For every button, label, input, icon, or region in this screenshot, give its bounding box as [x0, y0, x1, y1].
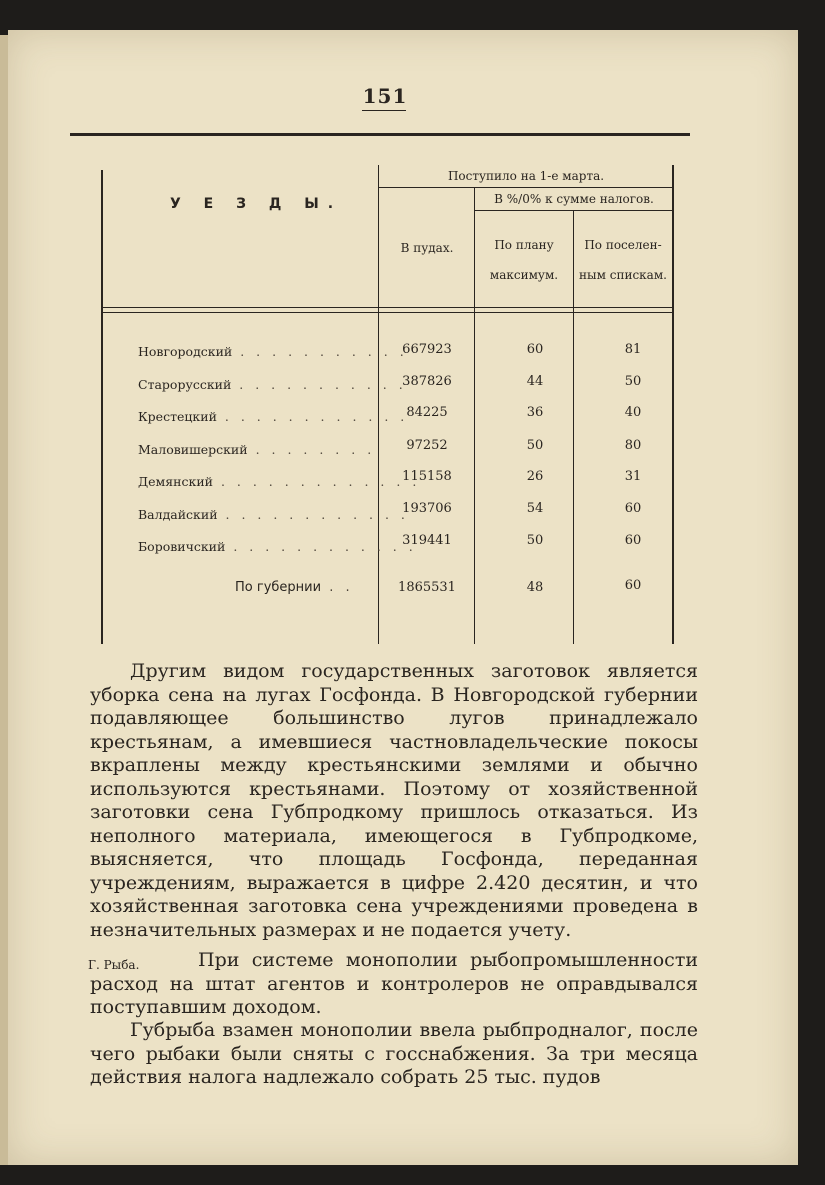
total-plan-value: 48: [526, 580, 544, 595]
leader-dots: . .: [321, 580, 354, 595]
header-lists-1: По поселен-: [584, 238, 662, 252]
district-name: Старорусский: [138, 377, 232, 392]
table-left-border: [101, 170, 103, 644]
lists-value: 40: [624, 405, 642, 420]
header-percent: В %/0% к сумме налогов.: [494, 192, 654, 206]
lists-value: 81: [624, 342, 642, 357]
lists-value: 50: [624, 374, 642, 389]
plan-value: 26: [526, 469, 544, 484]
header-bottom-rule-1: [101, 307, 673, 308]
plan-value: 50: [526, 533, 544, 548]
header-plan-1: По плану: [494, 238, 554, 252]
table-divider-poods: [378, 165, 379, 644]
plan-value: 44: [526, 374, 544, 389]
poods-value: 387826: [402, 374, 452, 389]
leader-dots: . . . . . . . .: [247, 442, 376, 457]
paragraph-fish-tax: Губрыба взамен монополии ввела рыбпродналог, после чего рыбаки были сняты с госснабжения. За три месяца действия налога надлежало собрать 25 тыс. пудов: [90, 1019, 698, 1088]
district-name: Новгородский: [138, 344, 233, 359]
district-name: Маловишерский: [138, 442, 248, 457]
leader-dots: . . . . . . . . . . . .: [225, 539, 417, 554]
page-number-rule: [362, 110, 406, 111]
header-lists-2: ным спискам.: [579, 268, 667, 282]
leader-dots: . . . . . . . . . . .: [231, 377, 407, 392]
table-divider-plan: [474, 188, 475, 644]
header-districts: У Е З Д Ы.: [170, 196, 343, 212]
lists-value: 31: [624, 469, 642, 484]
lists-value: 80: [624, 438, 642, 453]
district-name: Демянский: [138, 474, 213, 489]
table-top-rule: [70, 133, 690, 136]
district-name: Боровичский: [138, 539, 226, 554]
plan-value: 50: [526, 438, 544, 453]
paragraph-hay-procurement: Другим видом государственных заготовок является уборка сена на лугах Госфонда. В Новгородской губернии подавляющее большинство лугов принадлежало крестьянам, а имевшиеся частновладельческие покосы вкраплены между крестьянскими землями и обычно используются крестьянами. Поэтому от хозяйственной заготовки сена Губпродкому пришлось отказаться. Из неполного материала, имеющегося в Губпродкоме, выясняется, что площадь Госфонда, переданная учреждениям, выражается в цифре 2.420 десятин, и что хозяйственная заготовка сена учреждениями проведена в незначительных размерах и не подается учету.: [90, 660, 698, 941]
leader-dots: . . . . . . . . . . .: [232, 344, 408, 359]
header-poods: В пудах.: [400, 241, 454, 255]
plan-value: 60: [526, 342, 544, 357]
poods-value: 193706: [402, 501, 452, 516]
poods-value: 319441: [402, 533, 452, 548]
leader-dots: . . . . . . . . . . . . .: [212, 474, 421, 489]
total-label: По губернии: [235, 580, 322, 595]
page-number: 151: [362, 84, 408, 108]
poods-value: 84225: [406, 405, 448, 420]
total-poods-value: 1865531: [398, 580, 456, 595]
header-bottom-rule-2: [101, 312, 673, 313]
lists-value: 60: [624, 533, 642, 548]
leader-dots: . . . . . . . . . . . .: [216, 409, 409, 424]
plan-value: 36: [526, 405, 544, 420]
margin-note-fish: Г. Рыба.: [88, 958, 140, 972]
lists-value: 60: [624, 501, 642, 516]
leader-dots: . . . . . . . . . . . .: [217, 507, 409, 522]
total-lists-value: 60: [624, 578, 642, 593]
district-name: Валдайский: [138, 507, 218, 522]
poods-value: 97252: [406, 438, 448, 453]
header-plan-2: максимум.: [489, 268, 559, 282]
paragraph-fish-monopoly: При системе монополии рыбопромышленности расход на штат агентов и контролеров не оправдывался поступавшим доходом.: [90, 949, 698, 1018]
poods-value: 667923: [402, 342, 452, 357]
header-received: Поступило на 1-е марта.: [447, 169, 605, 183]
plan-value: 54: [526, 501, 544, 516]
district-name: Крестецкий: [138, 409, 217, 424]
poods-value: 115158: [402, 469, 452, 484]
